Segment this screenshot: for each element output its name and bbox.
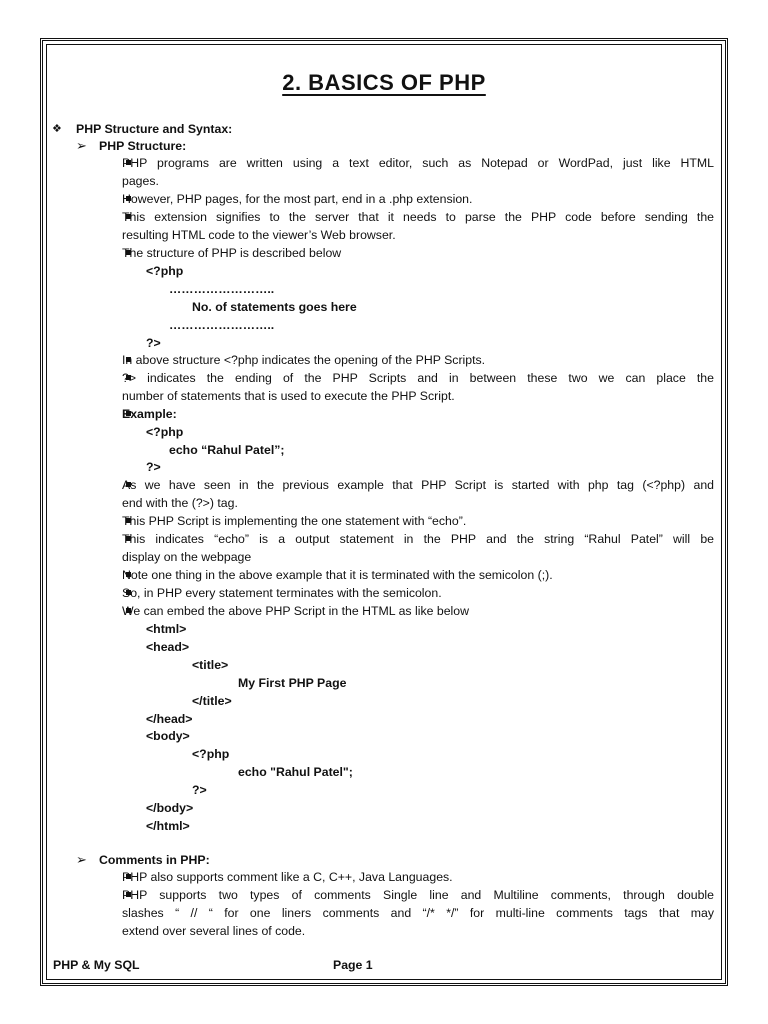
bullet-item <box>122 566 714 584</box>
code-line: …………………….. <box>169 318 275 332</box>
text-line: This PHP Script is implementing the one statement with “echo”. <box>122 514 467 528</box>
sub-heading: PHP Structure: <box>99 139 187 153</box>
code-line: ?> <box>146 336 161 350</box>
text-line: extend over several lines of code. <box>122 924 306 938</box>
text-line: end with the (?>) tag. <box>122 496 238 510</box>
text-line: ?> indicates the ending of the PHP Scripts and in between these two we can place the <box>122 371 714 385</box>
code-line: <title> <box>192 657 229 672</box>
code-line: <body> <box>146 729 190 744</box>
bullet-item <box>122 530 714 566</box>
text-line: We can embed the above PHP Script in the HTML as like below <box>122 604 469 618</box>
text-line: number of statements that is used to execute the PHP Script. <box>122 389 455 403</box>
code-line: <html> <box>146 622 187 636</box>
code-line: …………………….. <box>169 282 275 296</box>
bullet-item <box>122 208 714 244</box>
text-line: slashes “ // “ for one liners comments and “/* */” for multi-line comments tags that may <box>122 906 714 920</box>
code-line: ?> <box>146 460 161 474</box>
arrow-bullet-icon: ➢ <box>76 852 87 867</box>
code-line: My First PHP Page <box>238 675 347 690</box>
code-line: </title> <box>192 693 232 708</box>
example-label: Example: <box>122 407 177 421</box>
text-line: display on the webpage <box>122 550 252 564</box>
page-title: 2. BASICS OF PHP <box>282 70 486 95</box>
diamond-bullet-icon: ❖ <box>52 123 62 135</box>
bullet-item <box>122 476 714 512</box>
bullet-item <box>122 602 714 620</box>
code-line: <head> <box>146 639 190 654</box>
text-line: This indicates “echo” is a output statement in the PHP and the string “Rahul Patel” will be <box>122 532 714 546</box>
footer-left: PHP & My SQL <box>53 958 140 972</box>
code-line: echo "Rahul Patel"; <box>238 765 353 780</box>
bullet-item <box>122 154 714 190</box>
code-line: <?php <box>146 425 184 439</box>
code-line: <?php <box>146 264 184 278</box>
text-line: pages. <box>122 174 159 188</box>
bullet-item <box>122 369 714 405</box>
bullet-item <box>122 351 714 369</box>
text-line: PHP supports two types of comments Single line and Multiline comments, through double <box>122 888 714 902</box>
text-line: PHP programs are written using a text editor, such as Notepad or WordPad, just like HTML <box>122 156 714 170</box>
code-line: <?php <box>192 747 230 762</box>
bullet-item <box>122 190 714 208</box>
bullet-item <box>122 244 714 262</box>
sub-heading: Comments in PHP: <box>99 853 210 867</box>
text-line: Note one thing in the above example that it is terminated with the semicolon (;). <box>122 568 553 582</box>
text-line: So, in PHP every statement terminates with the semicolon. <box>122 586 442 600</box>
code-line: No. of statements goes here <box>192 300 357 314</box>
bullet-item <box>122 886 714 940</box>
text-line: PHP also supports comment like a C, C++, Java Languages. <box>122 870 453 884</box>
code-line: </html> <box>146 818 190 833</box>
code-line: echo “Rahul Patel”; <box>169 443 285 457</box>
code-line: </body> <box>146 801 194 815</box>
bullet-item <box>122 584 714 602</box>
code-line: </head> <box>146 711 193 726</box>
text-line: resulting HTML code to the viewer’s Web browser. <box>122 228 396 242</box>
text-line: As we have seen in the previous example that PHP Script is started with php tag (<?php) and <box>122 478 714 492</box>
text-line: The structure of PHP is described below <box>122 246 342 260</box>
text-line: However, PHP pages, for the most part, end in a .php extension. <box>122 192 473 206</box>
section-heading: PHP Structure and Syntax: <box>76 122 233 136</box>
text-line: In above structure <?php indicates the opening of the PHP Scripts. <box>122 353 486 367</box>
text-line: This extension signifies to the server that it needs to parse the PHP code before sending the <box>122 210 714 224</box>
code-line: ?> <box>192 783 207 798</box>
arrow-bullet-icon: ➢ <box>76 138 87 153</box>
bullet-item <box>122 868 714 886</box>
footer-page-number: Page 1 <box>333 958 373 972</box>
bullet-item <box>122 512 714 530</box>
